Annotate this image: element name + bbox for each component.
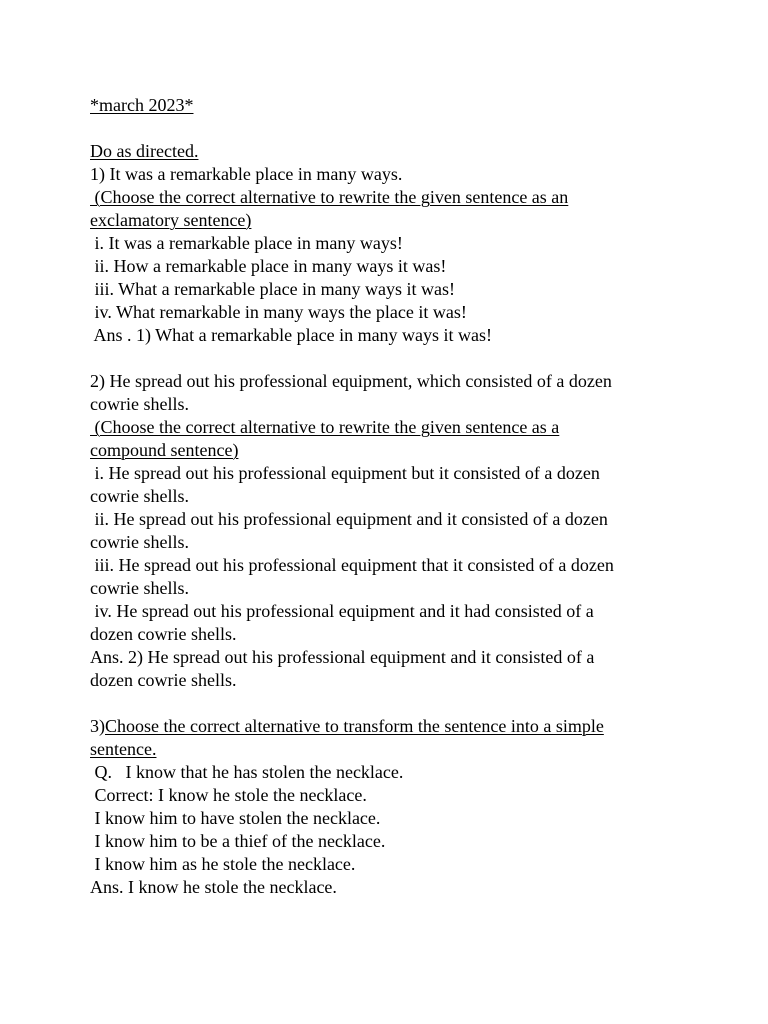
- q2-question-2: cowrie shells.: [90, 394, 189, 414]
- q3-direction-2: sentence.: [90, 739, 157, 759]
- q1-option-2: ii. How a remarkable place in many ways it was!: [90, 256, 447, 276]
- question-1: [90, 163, 690, 347]
- q3-direction-1: [90, 715, 690, 738]
- q3-question: Q. I know that he has stolen the necklace.: [90, 762, 404, 782]
- q3-option-3: I know him to be a thief of the necklace.: [90, 831, 386, 851]
- spacer: [90, 117, 690, 140]
- q2-option-3-line-1: iii. He spread out his professional equipment that it consisted of a dozen: [90, 555, 614, 575]
- q2-option-1-line-1: i. He spread out his professional equipment but it consisted of a dozen: [90, 463, 600, 483]
- q2-option-1-line-2: cowrie shells.: [90, 486, 189, 506]
- q1-direction-1: [90, 186, 690, 209]
- q1-question: 1) It was a remarkable place in many ways.: [90, 164, 403, 184]
- header-date: *march 2023*: [90, 95, 194, 115]
- q3-answer: Ans. I know he stole the necklace.: [90, 877, 337, 897]
- question-3: [90, 715, 690, 899]
- q3-option-1: Correct: I know he stole the necklace.: [90, 785, 367, 805]
- q2-option-2-line-1: ii. He spread out his professional equipment and it consisted of a dozen: [90, 509, 608, 529]
- q1-direction-2: exclamatory sentence): [90, 210, 252, 230]
- instruction: Do as directed.: [90, 141, 199, 161]
- q2-answer-2: dozen cowrie shells.: [90, 670, 237, 690]
- q2-question-1: 2) He spread out his professional equipment, which consisted of a dozen: [90, 371, 612, 391]
- q2-direction-1: [90, 416, 690, 439]
- q3-option-2: I know him to have stolen the necklace.: [90, 808, 381, 828]
- question-2: [90, 370, 690, 692]
- q1-option-3: iii. What a remarkable place in many ways it was!: [90, 279, 456, 299]
- q2-option-4-line-1: iv. He spread out his professional equipment and it had consisted of a: [90, 601, 594, 621]
- q2-option-4-line-2: dozen cowrie shells.: [90, 624, 237, 644]
- q3-number: 3): [90, 716, 105, 736]
- q2-direction-2: compound sentence): [90, 440, 239, 460]
- q2-answer-1: Ans. 2) He spread out his professional equipment and it consisted of a: [90, 647, 595, 667]
- q1-direction-text-1: (Choose the correct alternative to rewrite the given sentence as an: [90, 187, 569, 207]
- spacer: [90, 347, 690, 370]
- q3-direction-text-1: Choose the correct alternative to transform the sentence into a simple: [105, 716, 604, 736]
- document-page: [90, 94, 690, 899]
- q1-option-1: i. It was a remarkable place in many ways!: [90, 233, 403, 253]
- q1-answer: Ans . 1) What a remarkable place in many ways it was!: [90, 325, 493, 345]
- q3-option-4: I know him as he stole the necklace.: [90, 854, 356, 874]
- q1-option-4: iv. What remarkable in many ways the place it was!: [90, 302, 467, 322]
- q2-option-3-line-2: cowrie shells.: [90, 578, 189, 598]
- spacer: [90, 692, 690, 715]
- q2-option-2-line-2: cowrie shells.: [90, 532, 189, 552]
- q2-direction-text-1: (Choose the correct alternative to rewrite the given sentence as a: [90, 417, 560, 437]
